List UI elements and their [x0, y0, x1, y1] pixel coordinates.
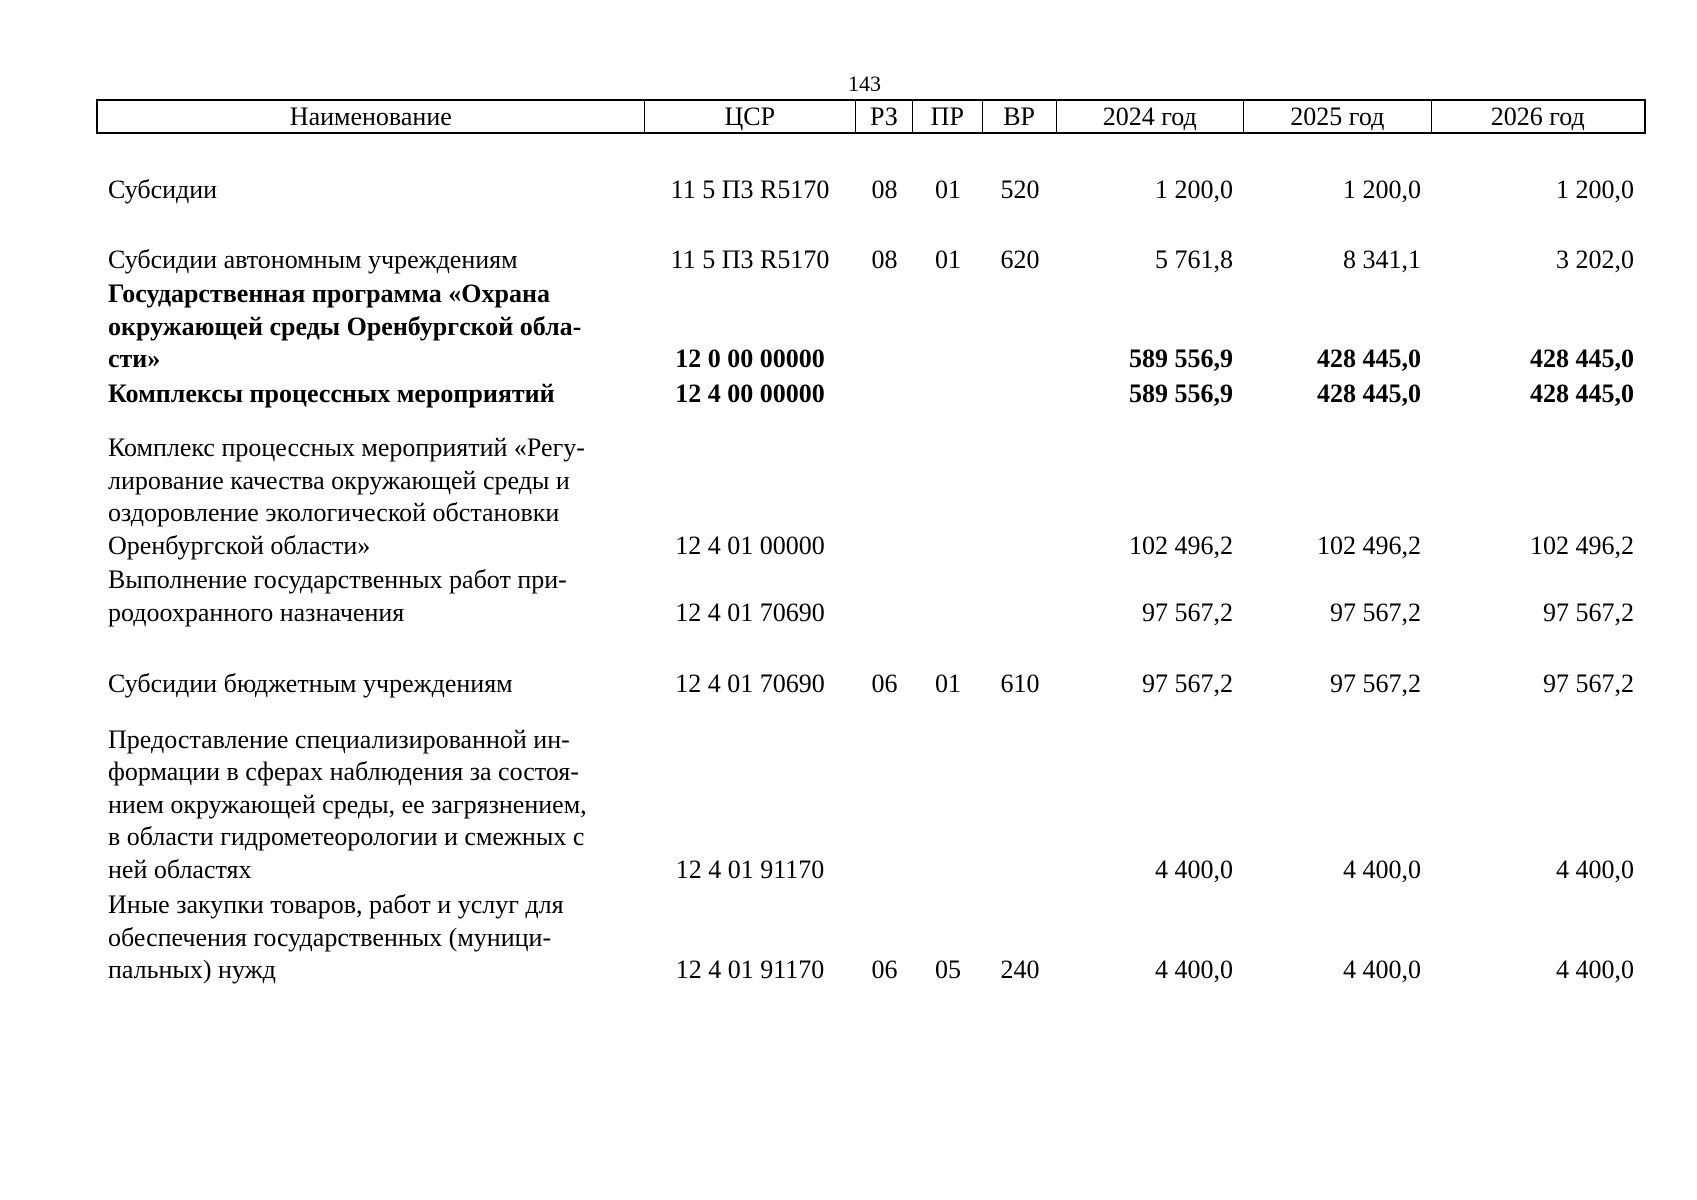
row-name-line: Выполнение государственных работ при- — [108, 565, 567, 594]
row-csr: 11 5 П3 R5170 — [670, 244, 830, 274]
row-csr: 12 4 00 00000 — [675, 378, 825, 408]
row-vr: 610 — [1000, 669, 1040, 698]
row-name-line: Субсидии автономным учреждениям — [108, 244, 518, 274]
header-rz: РЗ — [856, 101, 913, 132]
table-header — [96, 99, 1646, 134]
row-amount-2026: 4 400,0 — [1556, 854, 1634, 884]
row-amount-2025: 102 496,2 — [1317, 530, 1421, 560]
row-name-line: Предоставление специализированной ин- — [108, 724, 570, 754]
row-pr: 01 — [935, 669, 961, 698]
row-amount-2024: 97 567,2 — [1142, 669, 1233, 698]
row-amount-2026: 428 445,0 — [1530, 344, 1634, 373]
row-amount-2025: 97 567,2 — [1330, 669, 1421, 698]
row-csr: 12 4 01 70690 — [675, 669, 825, 698]
row-name-line: сти» — [108, 344, 161, 373]
row-amount-2026: 97 567,2 — [1543, 669, 1634, 698]
row-amount-2024: 4 400,0 — [1155, 955, 1233, 984]
table-row — [96, 378, 1646, 411]
row-vr: 240 — [1000, 955, 1040, 984]
row-amount-2025: 8 341,1 — [1343, 244, 1421, 274]
table-body — [96, 134, 1646, 987]
row-name-line: Оренбургской области» — [108, 530, 371, 560]
row-csr: 11 5 П3 R5170 — [670, 175, 830, 204]
table-row — [96, 564, 1646, 629]
header-2026: 2026 год — [1490, 102, 1585, 131]
row-csr: 12 0 00 00000 — [675, 344, 825, 373]
row-pr: 05 — [935, 955, 961, 984]
row-amount-2026: 3 202,0 — [1556, 244, 1634, 274]
row-name-line: Комплекс процессных мероприятий «Регу- — [108, 433, 585, 462]
row-name-line: оздоровление экологической обстановки — [108, 498, 560, 527]
row-csr: 12 4 01 70690 — [675, 597, 825, 627]
row-name-line: окружающей среды Оренбургской обла- — [108, 311, 582, 341]
header-vr: ВР — [983, 101, 1057, 132]
table-row — [96, 724, 1646, 887]
table-row — [96, 889, 1646, 987]
row-name — [96, 278, 644, 376]
row-name — [96, 378, 644, 411]
header-pr: ПР — [913, 101, 983, 132]
row-name-line: нием окружающей среды, ее загрязнением, — [108, 789, 587, 819]
header-2024: 2024 год — [1057, 101, 1245, 132]
row-amount-2026: 102 496,2 — [1530, 530, 1634, 560]
table-row — [96, 278, 1646, 376]
page-number: 143 — [848, 71, 881, 96]
row-name-line: в области гидрометеорологии и смежных с — [108, 822, 585, 851]
row-name — [96, 668, 644, 701]
row-name — [96, 244, 644, 277]
row-amount-2025: 97 567,2 — [1330, 597, 1421, 627]
row-amount-2025: 4 400,0 — [1343, 955, 1421, 984]
row-amount-2025: 428 445,0 — [1317, 378, 1421, 408]
row-amount-2024: 97 567,2 — [1142, 597, 1233, 627]
row-name-line: обеспечения государственных (муници- — [108, 922, 552, 952]
row-name — [96, 724, 644, 887]
row-name-line: ней областях — [108, 854, 252, 884]
row-name-line: Субсидии бюджетным учреждениям — [108, 669, 513, 698]
row-name-line: родоохранного назначения — [108, 597, 405, 627]
row-amount-2025: 428 445,0 — [1317, 344, 1421, 373]
row-name — [96, 889, 644, 987]
row-name — [96, 174, 644, 207]
header-csr: ЦСР — [645, 101, 856, 132]
row-amount-2026: 428 445,0 — [1530, 378, 1634, 408]
row-amount-2024: 1 200,0 — [1155, 175, 1233, 204]
row-amount-2024: 102 496,2 — [1129, 530, 1233, 560]
row-rz: 08 — [871, 175, 898, 204]
header-2025: 2025 год — [1244, 101, 1432, 132]
row-pr: 01 — [935, 175, 961, 204]
row-amount-2026: 97 567,2 — [1543, 597, 1634, 627]
row-name — [96, 432, 644, 562]
header-name: Наименование — [98, 101, 645, 132]
row-vr: 620 — [1000, 244, 1040, 274]
table-row — [96, 244, 1646, 277]
row-amount-2024: 589 556,9 — [1129, 378, 1233, 408]
table-row — [96, 432, 1646, 562]
row-amount-2024: 4 400,0 — [1155, 854, 1233, 884]
row-rz: 08 — [871, 244, 898, 274]
row-amount-2024: 589 556,9 — [1129, 344, 1233, 373]
row-csr: 12 4 01 00000 — [675, 530, 825, 560]
row-amount-2024: 5 761,8 — [1155, 244, 1233, 274]
row-amount-2026: 1 200,0 — [1556, 175, 1634, 204]
row-rz: 06 — [871, 955, 898, 984]
row-amount-2026: 4 400,0 — [1556, 955, 1634, 984]
row-name-line: Комплексы процессных мероприятий — [108, 378, 555, 408]
row-amount-2025: 1 200,0 — [1343, 175, 1421, 204]
row-name-line: Субсидии — [108, 175, 218, 204]
row-name-line: Иные закупки товаров, работ и услуг для — [108, 890, 564, 919]
row-name-line: формации в сферах наблюдения за состоя- — [108, 757, 579, 786]
row-name-line: Государственная программа «Охрана — [108, 279, 550, 308]
table-row — [96, 668, 1646, 701]
row-name-line: лирование качества окружающей среды и — [108, 465, 570, 495]
row-csr: 12 4 01 91170 — [675, 955, 825, 984]
table-row — [96, 174, 1646, 207]
row-vr: 520 — [1000, 175, 1040, 204]
row-rz: 06 — [871, 669, 898, 698]
row-amount-2025: 4 400,0 — [1343, 854, 1421, 884]
row-csr: 12 4 01 91170 — [675, 854, 825, 884]
row-name-line: пальных) нужд — [108, 955, 276, 984]
row-name — [96, 564, 644, 629]
row-pr: 01 — [935, 244, 961, 274]
